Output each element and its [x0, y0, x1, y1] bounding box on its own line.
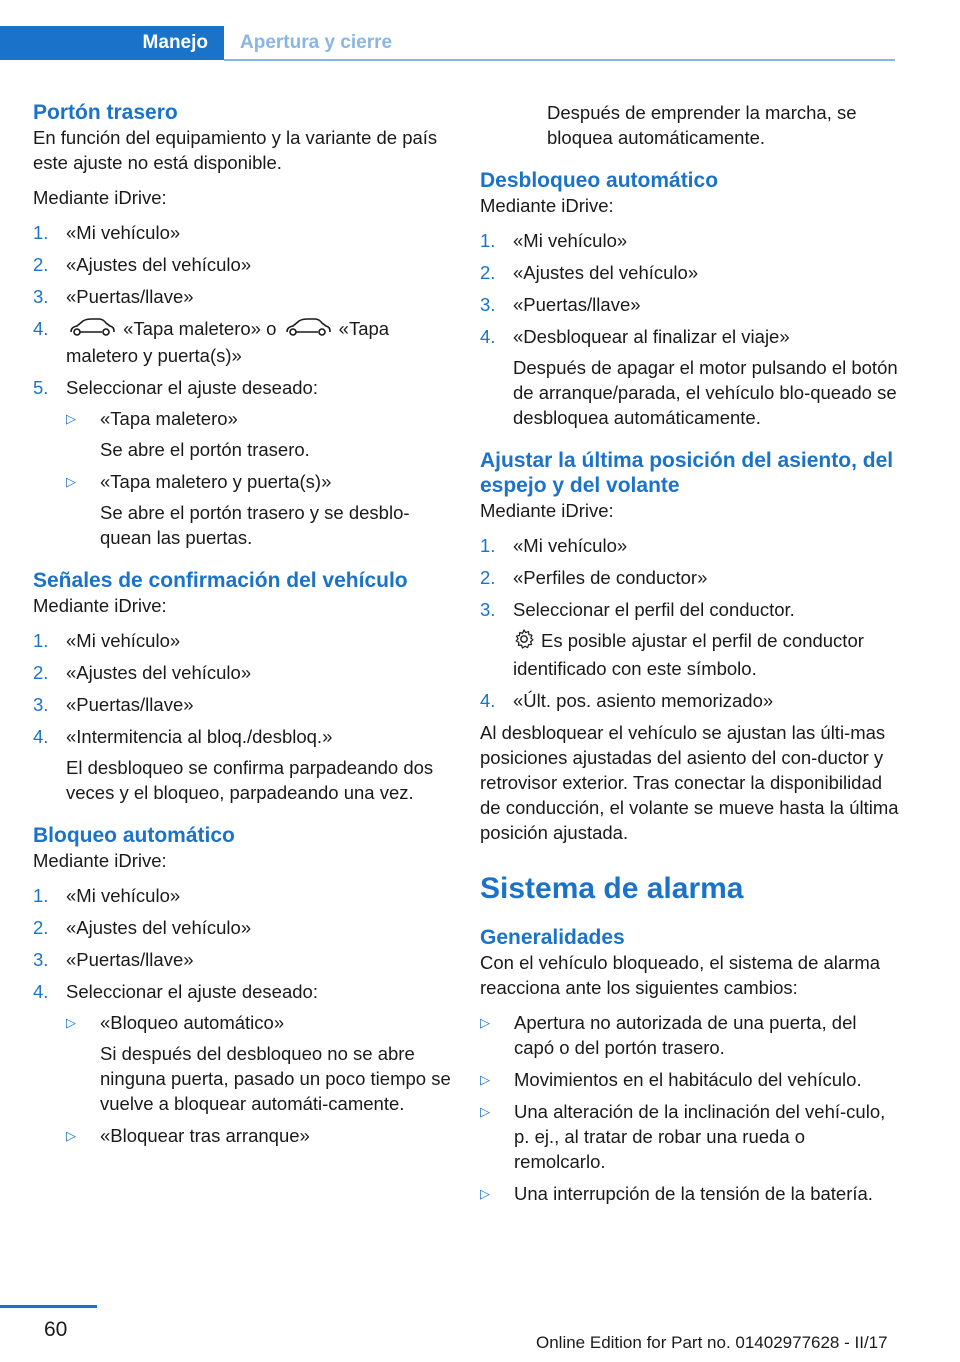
desbloqueo-steps — [480, 228, 900, 430]
tab-apertura-y-cierre[interactable]: Apertura y cierre — [240, 32, 393, 53]
page-number: 60 — [44, 1318, 68, 1341]
footer-rule — [0, 1305, 97, 1308]
ultima-posicion-body: Al desbloquear el vehículo se ajustan las últi-mas posiciones ajustadas del asiento del con-ductor y retrovisor exterior. Tras conectar la disponibilidad de conducción, el volante se mueve hasta la última posición ajustada. — [480, 722, 899, 844]
left-column — [33, 100, 453, 1155]
tab-manejo[interactable]: Manejo — [0, 26, 224, 60]
list-item: 2. «Ajustes del vehículo» — [480, 262, 699, 283]
section-title-desbloqueo: Desbloqueo automático — [480, 169, 719, 192]
list-item: 3. «Puertas/llave» — [480, 294, 641, 315]
header-tabs — [0, 26, 895, 62]
section-title-ultima-posicion: Ajustar la última posición del asiento, del espejo y del volante — [480, 449, 894, 497]
triangle-bullet-icon: ▷ — [480, 1072, 490, 1088]
list-item: 1. «Mi vehículo» — [33, 630, 181, 652]
porton-intro: En función del equipamiento y la variante de país este ajuste no está disponible. — [33, 127, 438, 173]
alarma-intro: Con el vehículo bloqueado, el sistema de alarma reacciona ante los siguientes cambios: — [480, 952, 881, 999]
tab-underline — [224, 59, 895, 61]
section-title-porton: Portón trasero — [33, 101, 178, 124]
list-item: 3. «Puertas/llave» — [33, 949, 194, 971]
desbloqueo-lead: Mediante iDrive: — [480, 195, 614, 216]
list-item: 4. «Últ. pos. asiento memorizado» — [480, 690, 774, 712]
porton-steps — [33, 220, 453, 550]
bloqueo-steps — [33, 883, 453, 1148]
list-item: 3. «Puertas/llave» — [33, 286, 194, 307]
list-item: 3. Seleccionar el perfil del conductor. Es posible ajustar el perfil de conductor identificado con este símbolo. — [480, 599, 864, 680]
list-item: 4. «Desbloquear al finalizar el viaje» Después de apagar el motor pulsando el botón de arranque/parada, el vehículo blo-queado se desbloquea automáticamente. — [480, 326, 898, 428]
senales-lead: Mediante iDrive: — [33, 595, 167, 617]
triangle-bullet-icon: ▷ — [480, 1186, 490, 1202]
list-item: ▷ Apertura no autorizada de una puerta, del capó o del portón trasero. — [480, 1012, 857, 1059]
porton-options — [66, 406, 453, 550]
right-column — [480, 100, 900, 1213]
list-item: 1. «Mi vehículo» — [480, 535, 628, 556]
list-item: 2. «Ajustes del vehículo» — [33, 917, 252, 939]
list-item: 1. «Mi vehículo» — [33, 885, 181, 907]
triangle-bullet-icon: ▷ — [480, 1104, 490, 1120]
list-item: ▷ Movimientos en el habitáculo del vehículo. — [480, 1069, 862, 1091]
list-item: 4. «Tapa maletero» o «Tapa maletero y puerta(s)» — [33, 318, 390, 367]
list-item: ▷ «Bloqueo automático» Si después del desbloqueo no se abre ninguna puerta, pasado un poco tiempo se vuelve a bloquear automáti-camente. — [66, 1012, 451, 1115]
ultima-posicion-steps — [480, 533, 900, 713]
triangle-bullet-icon: ▷ — [66, 1128, 76, 1144]
list-item: 1. «Mi vehículo» — [480, 230, 628, 251]
list-item: 4. «Intermitencia al bloq./desbloq.» El desbloqueo se confirma parpadeando dos veces y el bloqueo, parpadeando una vez. — [33, 726, 434, 804]
list-item: ▷ «Tapa maletero» Se abre el portón trasero. — [66, 408, 310, 461]
triangle-bullet-icon: ▷ — [66, 1015, 76, 1031]
list-item: ▷ Una interrupción de la tensión de la batería. — [480, 1183, 873, 1205]
list-item: ▷ Una alteración de la inclinación del vehí-culo, p. ej., al tratar de robar una rueda o remolcarlo. — [480, 1101, 886, 1173]
triangle-bullet-icon: ▷ — [66, 474, 76, 490]
list-item: 1. «Mi vehículo» — [33, 222, 181, 243]
list-item: 2. «Ajustes del vehículo» — [33, 662, 252, 684]
triangle-bullet-icon: ▷ — [66, 411, 76, 427]
triangle-bullet-icon: ▷ — [480, 1015, 490, 1031]
car-outline-icon — [284, 317, 332, 343]
list-item: 4. Seleccionar el ajuste deseado: ▷ «Bloqueo automático» Si después del desbloqueo no se abre ninguna puerta, pasado un poco tiempo se vuelve a bloquear automáti-camente. ▷ «Bloquear tras arranque» — [33, 979, 453, 1148]
continued-text: Después de emprender la marcha, se bloquea automáticamente. — [547, 102, 857, 148]
list-item: ▷ «Tapa maletero y puerta(s)» Se abre el portón trasero y se desblo-quean las puertas. — [66, 471, 410, 549]
list-item: 2. «Ajustes del vehículo» — [33, 254, 252, 275]
car-outline-icon — [68, 317, 116, 343]
list-item: ▷ «Bloquear tras arranque» — [66, 1125, 310, 1147]
bloqueo-lead: Mediante iDrive: — [33, 850, 167, 872]
senales-steps — [33, 628, 453, 805]
list-item: 3. «Puertas/llave» — [33, 694, 194, 716]
list-item: 2. «Perfiles de conductor» — [480, 567, 708, 588]
ultima-posicion-lead: Mediante iDrive: — [480, 500, 614, 521]
gear-icon — [513, 628, 535, 656]
alarma-bullets — [480, 1010, 900, 1206]
section-title-senales: Señales de confirmación del vehículo — [33, 569, 408, 593]
section-title-generalidades: Generalidades — [480, 926, 625, 950]
list-item: 5. Seleccionar el ajuste deseado: ▷ «Tapa maletero» Se abre el portón trasero. ▷ «Tapa maletero y puerta(s)» Se abre el portón trasero y se desblo-quean las puertas. — [33, 375, 453, 550]
porton-lead: Mediante iDrive: — [33, 187, 167, 208]
section-title-bloqueo: Bloqueo automático — [33, 824, 235, 848]
chapter-title-sistema-alarma: Sistema de alarma — [480, 872, 744, 906]
edition-footer: Online Edition for Part no. 01402977628 - II/17 — [536, 1333, 888, 1352]
bloqueo-options — [66, 1010, 453, 1148]
